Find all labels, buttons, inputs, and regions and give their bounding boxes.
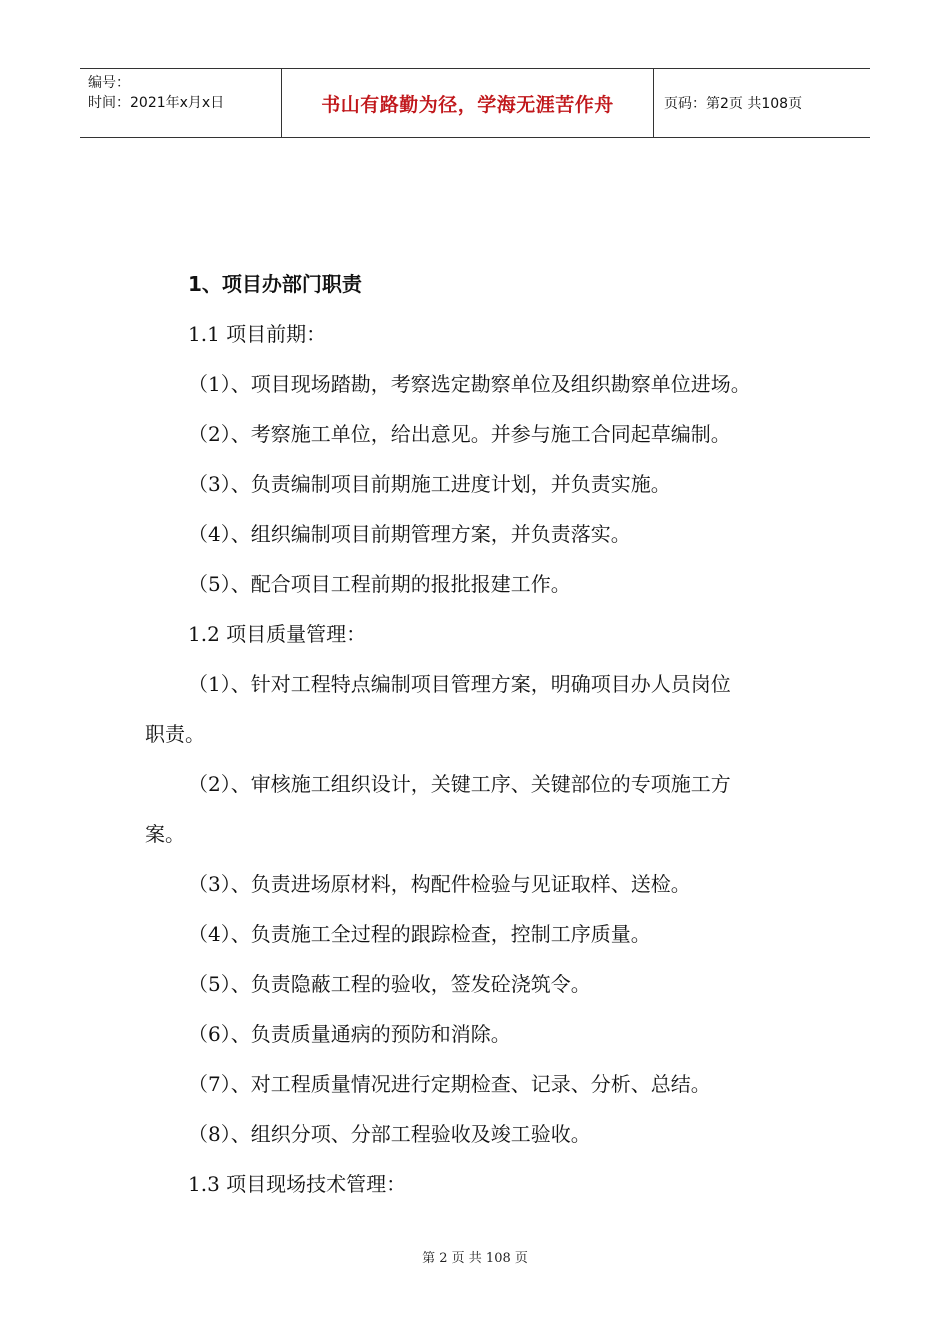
list-item: （5）、负责隐蔽工程的验收，签发砼浇筑令。: [188, 972, 591, 996]
header-page-info: 页码：第2页 共108页: [664, 96, 803, 112]
section-title: 1、项目办部门职责: [188, 272, 362, 296]
list-item: （1）、针对工程特点编制项目管理方案，明确项目办人员岗位: [188, 672, 731, 696]
list-item-continuation: 案。: [145, 822, 185, 846]
list-item: （6）、负责质量通病的预防和消除。: [188, 1022, 511, 1046]
header-table: [80, 68, 870, 138]
list-item-continuation: 职责。: [145, 722, 205, 746]
subsection-title: 1.3 项目现场技术管理：: [188, 1172, 407, 1196]
subsection-title: 1.1 项目前期：: [188, 322, 327, 346]
list-item: （4）、负责施工全过程的跟踪检查，控制工序质量。: [188, 922, 651, 946]
time-label: 时间：2021年x月x日: [88, 95, 225, 111]
list-item: （7）、对工程质量情况进行定期检查、记录、分析、总结。: [188, 1072, 711, 1096]
list-item: （2）、考察施工单位，给出意见。并参与施工合同起草编制。: [188, 422, 731, 446]
list-item: （3）、负责编制项目前期施工进度计划，并负责实施。: [188, 472, 671, 496]
header-motto: 书山有路勤为径，学海无涯苦作舟: [282, 69, 654, 137]
list-item: （3）、负责进场原材料，构配件检验与见证取样、送检。: [188, 872, 691, 896]
list-item: （5）、配合项目工程前期的报批报建工作。: [188, 572, 571, 596]
list-item: （8）、组织分项、分部工程验收及竣工验收。: [188, 1122, 591, 1146]
list-item: （1）、项目现场踏勘，考察选定勘察单位及组织勘察单位进场。: [188, 372, 751, 396]
header-left-cell: [80, 69, 282, 137]
list-item: （4）、组织编制项目前期管理方案，并负责落实。: [188, 522, 631, 546]
list-item: （2）、审核施工组织设计，关键工序、关键部位的专项施工方: [188, 772, 731, 796]
page-footer: 第 2 页 共 108 页: [422, 1251, 528, 1266]
number-label: 编号：: [88, 75, 130, 91]
subsection-title: 1.2 项目质量管理：: [188, 622, 367, 646]
